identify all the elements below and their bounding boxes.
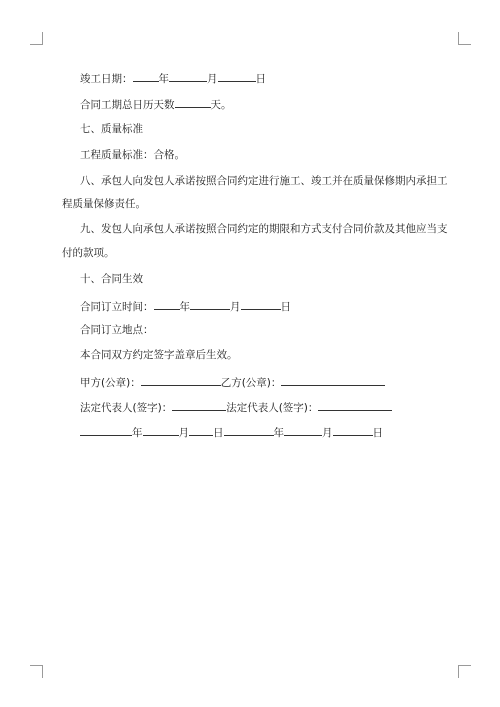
sign-place-label: 合同订立地点：	[80, 324, 154, 336]
blank-field[interactable]	[190, 298, 230, 310]
day-label: 日	[255, 73, 266, 85]
section-8-line-1: 八、承包人向发包人承诺按照合同约定进行施工、竣工并在质量保修期内承担工	[80, 175, 448, 187]
blank-field[interactable]	[189, 424, 213, 436]
party-seal-line	[80, 374, 440, 390]
blank-field[interactable]	[133, 70, 159, 82]
blank-field[interactable]	[172, 399, 226, 411]
blank-field[interactable]	[175, 96, 211, 108]
section-10-heading: 十、合同生效	[80, 273, 143, 285]
sign-time-label: 合同订立时间：	[80, 301, 154, 313]
section-9-line-2: 付的款项。	[62, 247, 115, 259]
blank-field[interactable]	[318, 399, 392, 411]
completion-date-label: 竣工日期：	[80, 73, 133, 85]
day-label: 日	[372, 427, 383, 439]
blank-field[interactable]	[281, 374, 385, 386]
party-b-seal-label: 乙方(公章)：	[220, 377, 282, 389]
signature-date-line	[80, 424, 440, 440]
section-9-line-1: 九、发包人向承包人承诺按照合同约定的期限和方式支付合同价款及其他应当支	[80, 223, 448, 235]
crop-mark-bottom-left	[30, 665, 43, 678]
month-label: 月	[230, 301, 241, 313]
duration-unit: 天。	[210, 99, 232, 111]
month-label: 月	[178, 427, 189, 439]
year-label: 年	[158, 73, 169, 85]
blank-field[interactable]	[80, 424, 132, 436]
blank-field[interactable]	[141, 374, 221, 386]
representative-line	[80, 399, 440, 415]
crop-mark-top-right	[458, 32, 471, 45]
contract-duration-line	[80, 96, 440, 112]
day-label: 日	[213, 427, 224, 439]
crop-mark-top-left	[30, 32, 43, 45]
blank-field[interactable]	[224, 424, 274, 436]
blank-field[interactable]	[169, 70, 207, 82]
party-a-seal-label: 甲方(公章)：	[80, 377, 141, 389]
contract-duration-label: 合同工期总日历天数	[80, 99, 175, 111]
section-7-heading: 七、质量标准	[80, 123, 143, 135]
year-label: 年	[132, 427, 143, 439]
blank-field[interactable]	[143, 424, 179, 436]
quality-standard: 工程质量标准：合格。	[80, 149, 185, 161]
sign-time-line	[80, 298, 440, 314]
blank-field[interactable]	[333, 424, 373, 436]
party-b-rep-label: 法定代表人(签字)：	[226, 402, 319, 414]
blank-field[interactable]	[241, 298, 281, 310]
blank-field[interactable]	[284, 424, 322, 436]
party-a-rep-label: 法定代表人(签字)：	[80, 402, 173, 414]
month-label: 月	[322, 427, 333, 439]
blank-field[interactable]	[218, 70, 256, 82]
year-label: 年	[179, 301, 190, 313]
completion-date-line	[80, 70, 440, 86]
sign-place-line	[80, 323, 440, 337]
crop-mark-bottom-right	[458, 665, 471, 678]
effective-clause: 本合同双方约定签字盖章后生效。	[80, 349, 238, 361]
month-label: 月	[207, 73, 218, 85]
blank-field[interactable]	[154, 298, 180, 310]
day-label: 日	[280, 301, 291, 313]
year-label: 年	[273, 427, 284, 439]
section-8-line-2: 程质量保修责任。	[62, 198, 146, 210]
